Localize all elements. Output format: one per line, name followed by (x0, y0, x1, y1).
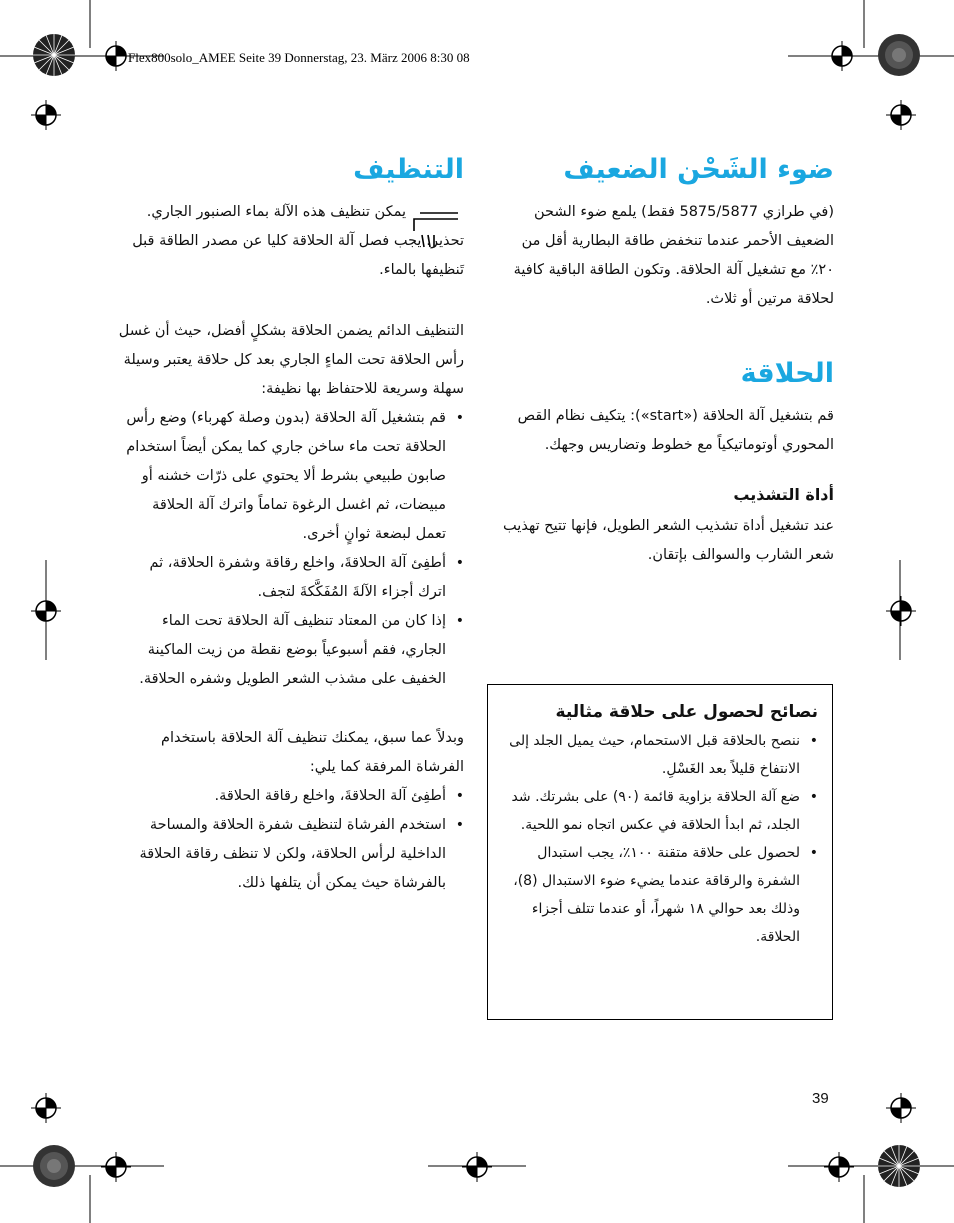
list-item: • استخدم الفرشاة لتنظيف شفرة الحلاقة والمساحة الداخلية لرأس الحلاقة، ولكن لا تنظف رقاقة الحلاقة بالفرشاة حيث يمكن أن يتلفها ذلك. (118, 811, 446, 898)
registration-target-icon (31, 1093, 61, 1123)
cleaning-intro: التنظيف الدائم يضمن الحلاقة بشكلٍ أفضل، حيث أن غسل رأس الحلاقة تحت الماءٍ الجاري بعد كل حلاقة يعتبر وسيلة سهلة وسريعة للاحتفاظ بها نظيفة: (118, 323, 464, 397)
list-item: • ضع آلة الحلاقة بزاوية قائمة (٩٠) على بشرتك. شد الجلد، ثم ابدأ الحلاقة في عكس اتجاه نمو اللحية. (502, 783, 800, 839)
right-column (495, 150, 834, 570)
list-item: • ننصح بالحلاقة قبل الاستحمام، حيث يميل الجلد إلى الانتفاخ قليلاً بعد الغَسْلِ. (502, 727, 800, 783)
brush-steps-list (118, 782, 464, 898)
cleaning-steps-list (118, 404, 464, 694)
shaving-text: قم بتشغيل آلة الحلاقة («start»): يتكيف نظام القص المحوري أوتوماتيكياً مع خطوط وتضاريس وجهك. (517, 408, 834, 453)
tips-list (502, 727, 818, 951)
sunburst-target-icon (877, 33, 921, 77)
print-slug-header: Flex800solo_AMEE Seite 39 Donnerstag, 23. März 2006 8:30 08 (128, 50, 470, 65)
sunburst-target-icon (32, 33, 76, 77)
cleaning-warning: تحذير: يجب فصل آلة الحلاقة كليا عن مصدر الطاقة قبل تَنظيفها بالماء. (132, 233, 464, 278)
cleaning-tap-text: يمكن تنظيف هذه الآلة بماء الصنبور الجاري. (146, 204, 406, 220)
cleaning-title: التنظيف (353, 154, 464, 185)
sunburst-target-icon (32, 1144, 76, 1188)
registration-target-icon (462, 1152, 492, 1182)
registration-target-icon (824, 1152, 854, 1182)
registration-target-icon (101, 1152, 131, 1182)
tips-box (487, 684, 833, 1020)
registration-target-icon (31, 100, 61, 130)
sunburst-target-icon (877, 1144, 921, 1188)
registration-target-icon (31, 596, 61, 626)
list-item: • أطفِئ آلة الحلاقةَ، واخلع رقاقة الحلاقة. (118, 782, 446, 811)
trimmer-subtitle: أداة التشذيب (733, 485, 834, 504)
trimmer-text: عند تشغيل أداة تشذيب الشعر الطويل، فإنها تتيح تهذيب شعر الشارب والسوالف بإتقان. (503, 518, 834, 563)
registration-target-icon (886, 1093, 916, 1123)
brush-cleaning-intro: وبدلاً عما سبق، يمكنك تنظيف آلة الحلاقة باستخدام الفرشاة المرفقة كما يلي: (161, 730, 464, 775)
list-item: • إذا كان من المعتاد تنظيف آلة الحلاقة تحت الماء الجاري، فقم أسبوعياً بوضع نقطة من زيت الماكينة الخفيف على مشذب الشعر الطويل وشفره الحلاقة. (118, 607, 446, 694)
registration-target-icon (886, 596, 916, 626)
registration-target-icon (827, 41, 857, 71)
page-number: 39 (812, 1090, 829, 1107)
low-charge-text: (في طرازي 5875/5877 فقط) يلمع ضوء الشحن الضعيف الأحمر عندما تنخفض طاقة البطارية أقل من ٢٠٪ مع تشغيل آلة الحلاقة. وتكون الطاقة الباقية كافية لحلاقة مرتين أو ثلاث. (513, 204, 834, 307)
registration-target-icon (101, 41, 131, 71)
shaving-title: الحلاقة (740, 358, 834, 389)
low-charge-title: ضوء الشَحْن الضعيف (563, 154, 834, 185)
list-item: • لحصول على حلاقة متقنة ١٠٠٪، يجب استبدال الشفرة والرقاقة عندما يضيء ضوء الاستبدال (8)، وذلك بعد حوالي ١٨ شهراً، أو عندما تتلف أجزاء الحلاقة. (502, 839, 800, 951)
list-item: • قم بتشغيل آلة الحلاقة (بدون وصلة كهرباء) وضع رأس الحلاقة تحت ماء ساخن جاري كما يمكن أيضاً استخدام صابون طبيعي بشرط ألا يحتوي على ذرّات خشنه أو مبيضات، ثم اغسل الرغوة تماماً واترك آلة الحلاقة تعمل لبضعة ثوانٍ أخرى. (118, 404, 446, 549)
tips-title: نصائح لحصول على حلاقة مثالية (555, 702, 818, 722)
left-column (118, 150, 464, 898)
list-item: • أطفِئ آلة الحلاقةَ، واخلع رقاقة وشفرة الحلاقة، ثم اترك أجزاء الآلةَ المُفَكَّكةَ لتجف. (118, 549, 446, 607)
registration-target-icon (886, 100, 916, 130)
